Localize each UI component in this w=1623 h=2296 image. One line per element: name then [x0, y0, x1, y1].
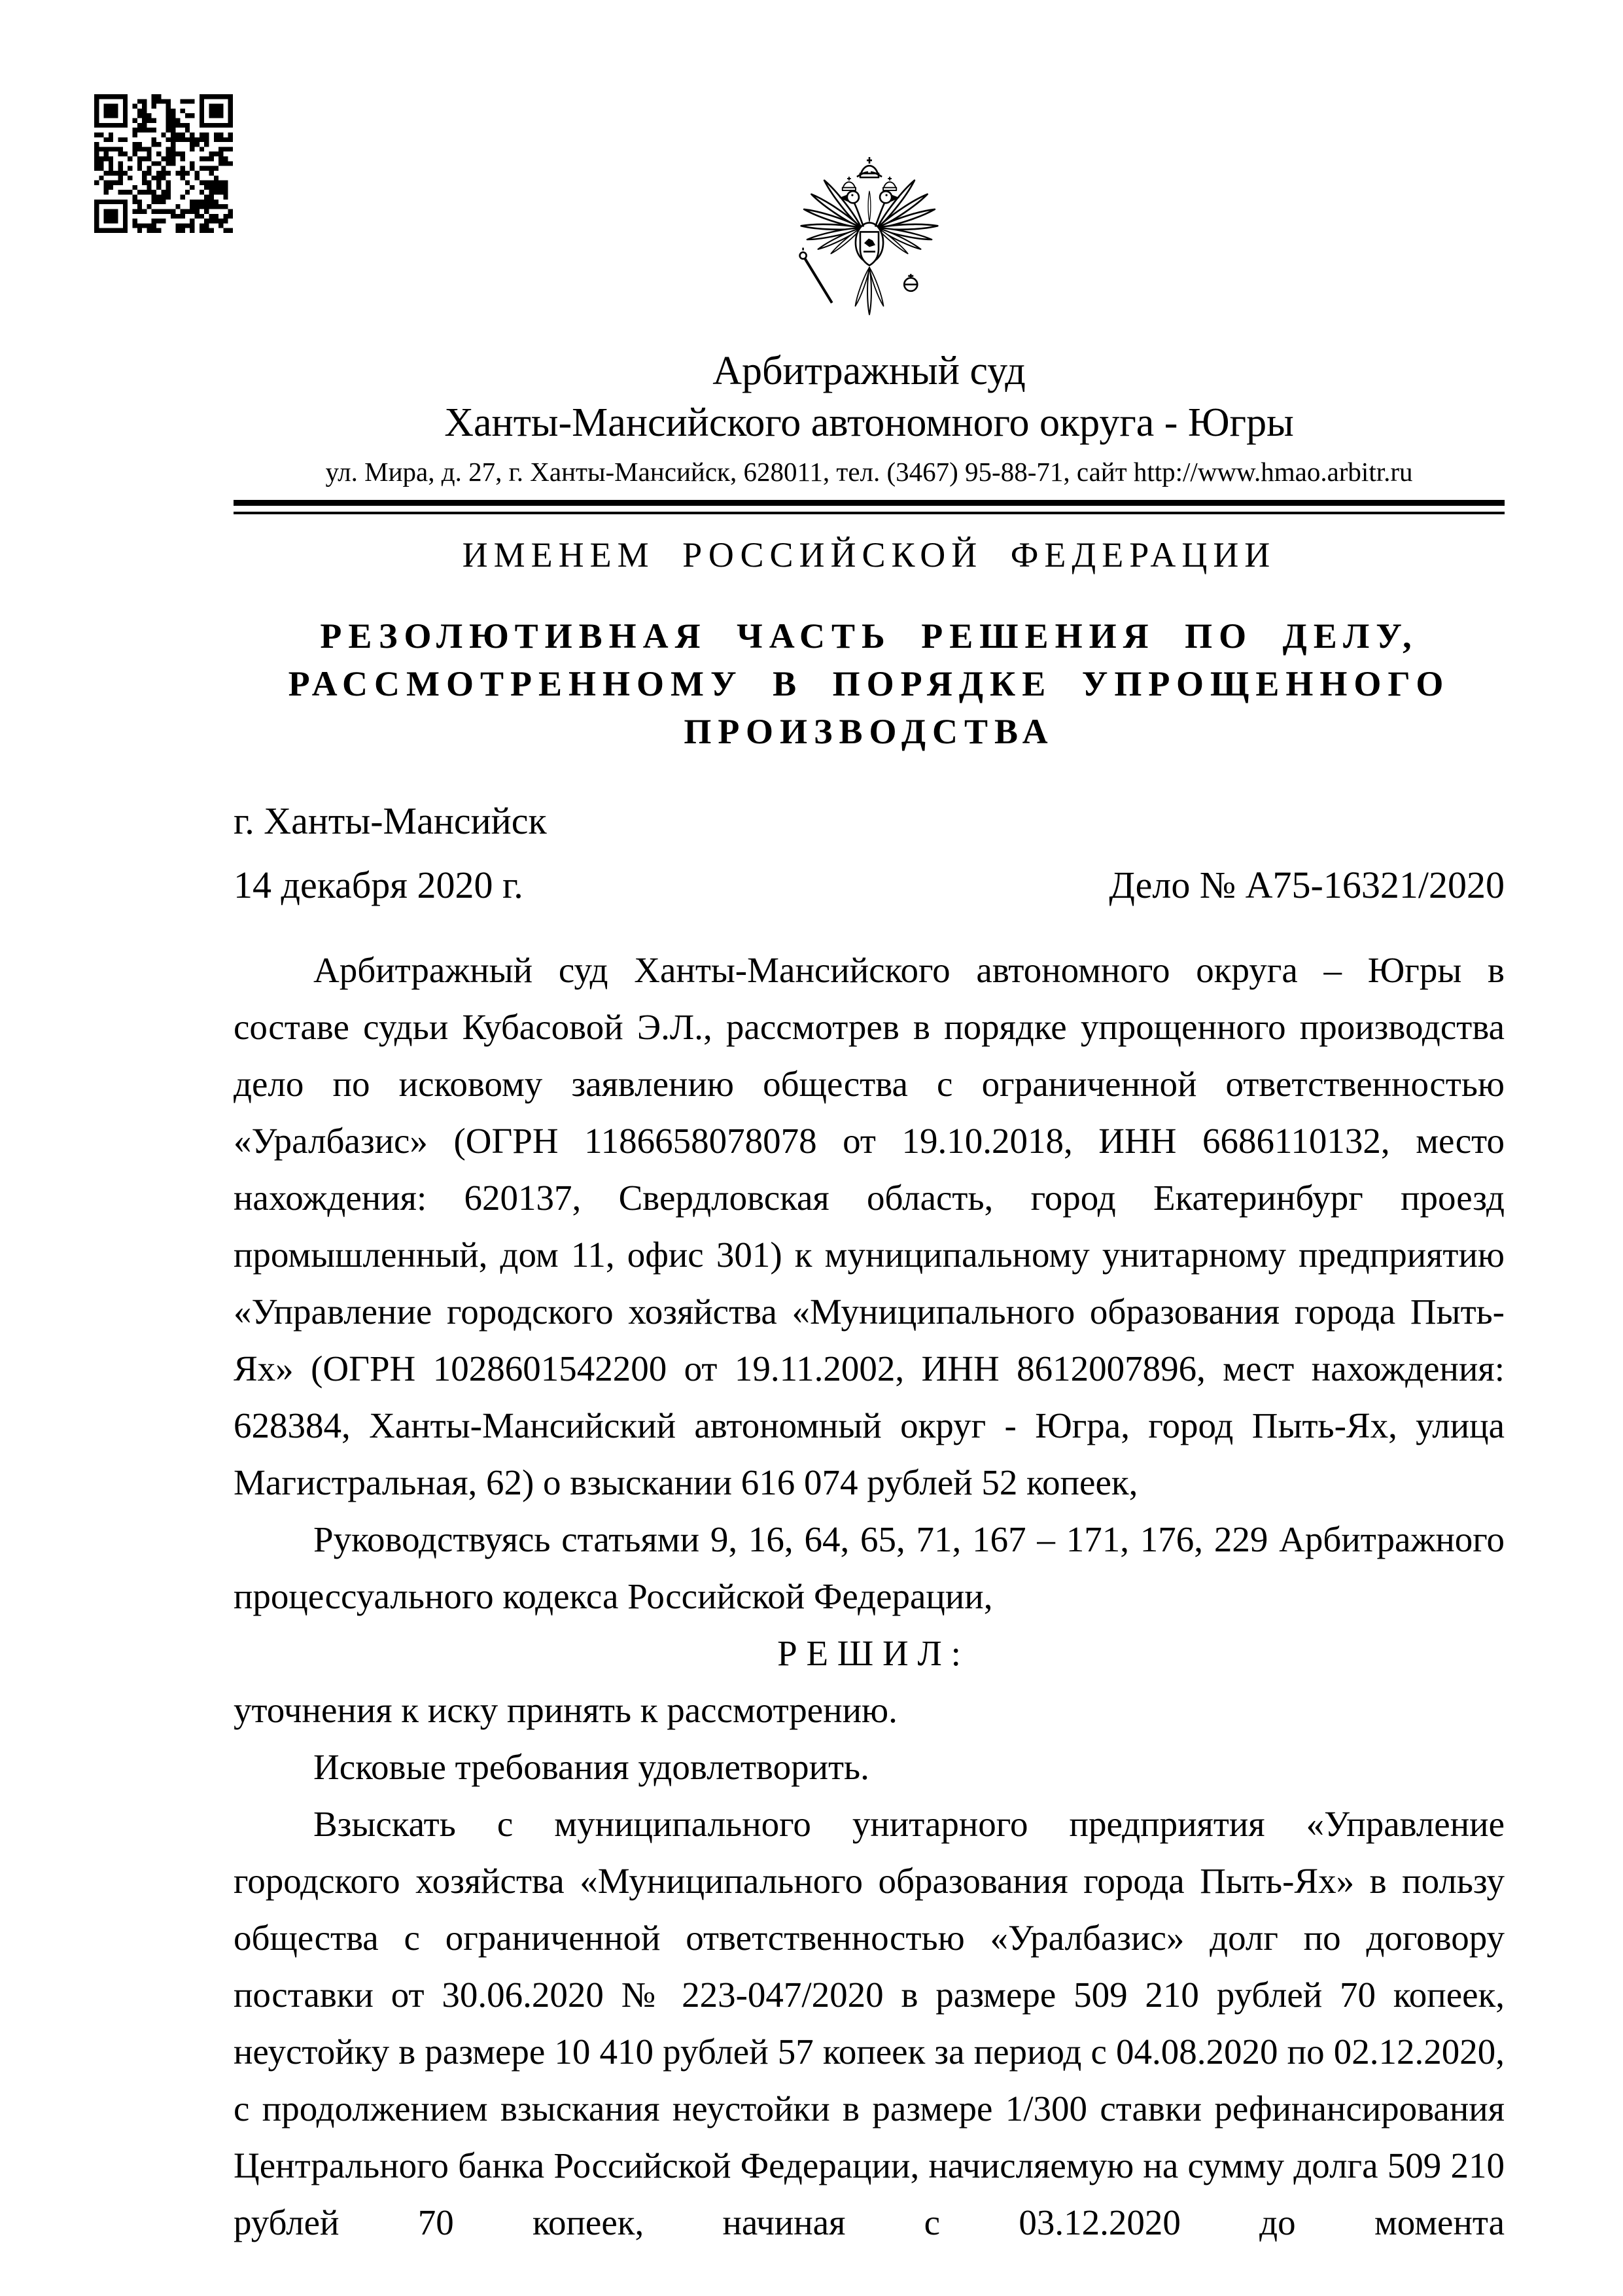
- right-crown: [883, 177, 896, 190]
- paragraph-guided-by: Руководствуясь статьями 9, 16, 64, 65, 71, 167 – 171, 176, 229 Арбитражного процессуального кодекса Российской Федерации,: [234, 1519, 1505, 1616]
- paragraph-clarifications: уточнения к иску принять к рассмотрению.: [234, 1690, 898, 1730]
- court-address: ул. Мира, д. 27, г. Ханты-Мансийск, 628011, тел. (3467) 95-88-71, сайт http://www.hmao.arbitr.ru: [325, 457, 1413, 487]
- document-title-line3: ПРОИЗВОДСТВА: [684, 712, 1055, 751]
- court-name-line2: Ханты-Мансийского автономного округа - Югры: [444, 400, 1294, 445]
- decision-body: [234, 942, 1505, 2251]
- document-title-line2: РАССМОТРЕННОМУ В ПОРЯДКЕ УПРОЩЕННОГО: [288, 664, 1450, 703]
- shield: [860, 232, 878, 265]
- paragraph-claims-satisfied: Исковые требования удовлетворить.: [313, 1747, 869, 1787]
- city-line: г. Ханты-Мансийск: [234, 800, 547, 842]
- russian-coat-of-arms-icon: [794, 156, 945, 323]
- court-name-line1: Арбитражный суд: [712, 349, 1026, 393]
- left-crown: [842, 177, 855, 190]
- paragraph-intro: Арбитражный суд Ханты-Мансийского автономного округа – Югры в составе судьи Кубасовой Э.Л., рассмотрев в порядке упрощенного производства дело по исковому заявлению общества с ограниченной ответственностью «Уралбазис» (ОГРН 1186658078078 от 19.10.2018, ИНН 6686110132, место нахождения: 620137, Свердловская область, город Екатеринбург проезд промышленный, дом 11, офис 301) к муниципальному унитарному предприятию «Управление городского хозяйства «Муниципального образования города Пыть-Ях» (ОГРН 1028601542200 от 19.11.2002, ИНН 8612007896, мест нахождения: 628384, Ханты-Мансийский автономный округ - Югра, город Пыть-Ях, улица Магистральная, 62) о взыскании 616 074 рублей 52 копеек,: [234, 950, 1505, 1502]
- tail: [854, 267, 885, 315]
- orb: [904, 274, 917, 291]
- document-title: [234, 612, 1505, 756]
- resolution-heading: Р Е Ш И Л :: [777, 1633, 961, 1673]
- in-the-name-heading: ИМЕНЕМ РОССИЙСКОЙ ФЕДЕРАЦИИ: [462, 535, 1276, 574]
- case-number: Дело № А75-16321/2020: [1109, 864, 1505, 906]
- scepter: [799, 248, 831, 303]
- decision-date: 14 декабря 2020 г.: [234, 864, 523, 906]
- document-content: [234, 0, 1505, 2251]
- qr-code-icon: [94, 94, 233, 233]
- document-title-line1: РЕЗОЛЮТИВНАЯ ЧАСТЬ РЕШЕНИЯ ПО ДЕЛУ,: [320, 616, 1418, 656]
- date-case-row: [234, 863, 1505, 908]
- paragraph-award: Взыскать с муниципального унитарного предприятия «Управление городского хозяйства «Муниципального образования города Пыть-Ях» в пользу общества с ограниченной ответственностью «Уралбазис» долг по договору поставки от 30.06.2020 № 223-047/2020 в размере 509 210 рублей 70 копеек, неустойку в размере 10 410 рублей 57 копеек за период с 04.08.2020 по 02.12.2020, с продолжением взыскания неустойки в размере 1/300 ставки рефинансирования Центрального банка Российской Федерации, начисляемую на сумму долга 509 210 рублей 70 копеек, начиная с 03.12.2020 до момента: [234, 1804, 1505, 2242]
- header-divider: [234, 500, 1505, 514]
